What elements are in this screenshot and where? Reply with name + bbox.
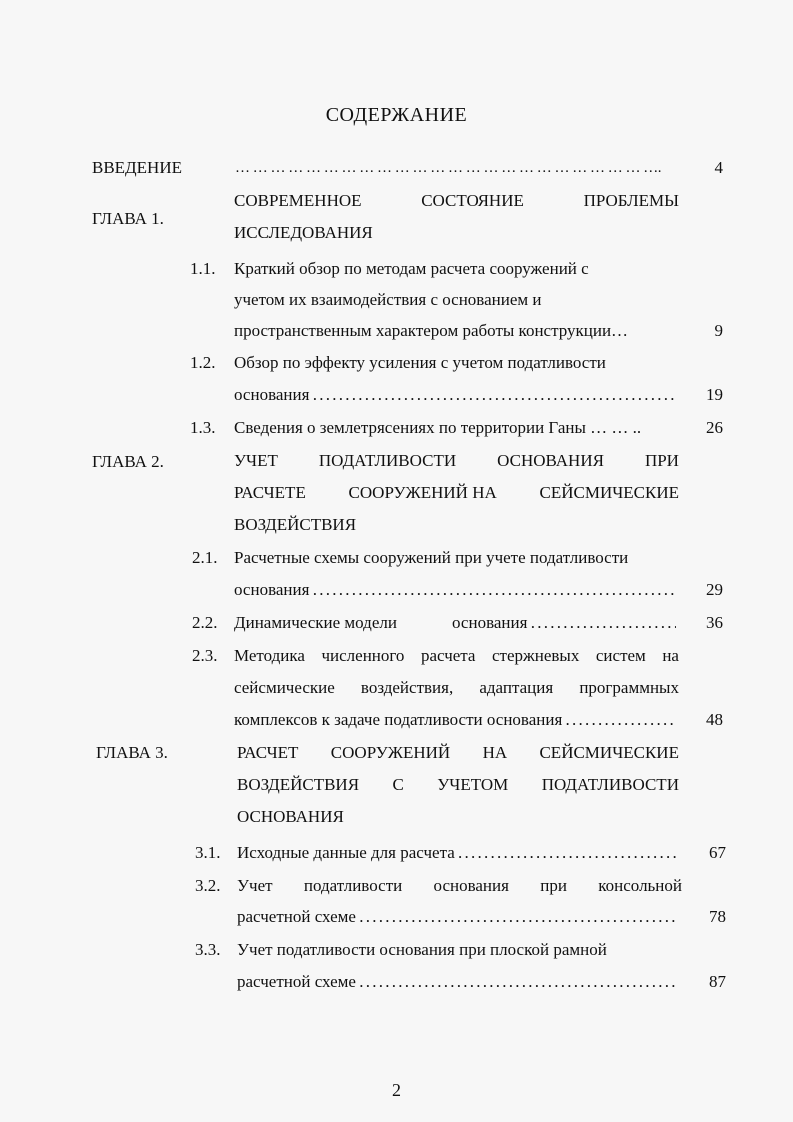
toc-ch3-word: С bbox=[392, 775, 404, 794]
toc-ch1-word: СОВРЕМЕННОЕ bbox=[234, 191, 362, 210]
toc-ch1-label: ГЛАВА 1. bbox=[92, 209, 164, 228]
toc-ch2-label: ГЛАВА 2. bbox=[92, 452, 164, 471]
toc-ch3-word: РАСЧЕТ bbox=[237, 743, 299, 762]
toc-ch3-word: ПОДАТЛИВОСТИ bbox=[541, 775, 679, 794]
toc-ch1-word: ПРОБЛЕМЫ bbox=[583, 191, 679, 210]
toc-ch3-title-line2 bbox=[237, 774, 679, 796]
toc-3-2-line2: расчетной схеме . . . bbox=[237, 906, 675, 928]
toc-2-3-word: адаптация bbox=[479, 678, 554, 697]
toc-3-3-page: 87 bbox=[709, 972, 726, 991]
toc-2-1-line2: основания . . . bbox=[234, 579, 676, 601]
toc-intro-leader: … … … … … … … … … … … … … … … … … … … … … … … …. bbox=[235, 160, 661, 176]
toc-2-3-word: воздействия, bbox=[360, 678, 454, 697]
toc-ch2-title-line3: ВОЗДЕЙСТВИЯ bbox=[234, 515, 357, 534]
toc-3-2-word: при bbox=[540, 876, 567, 895]
toc-ch3-word: СЕЙСМИЧЕСКИЕ bbox=[539, 743, 679, 762]
toc-ch3-word: НА bbox=[482, 743, 508, 762]
toc-3-2-word: податливости bbox=[303, 876, 403, 895]
toc-2-1-number: 2.1. bbox=[192, 548, 218, 567]
toc-3-2-word: основания bbox=[433, 876, 509, 895]
toc-ch2-word: ПОДАТЛИВОСТИ bbox=[318, 451, 457, 470]
toc-3-1-line1: Исходные данные для расчета . . . bbox=[237, 842, 679, 864]
toc-ch2-word: РАСЧЕТЕ bbox=[234, 483, 306, 502]
toc-ch2-word: ОСНОВАНИЯ bbox=[497, 451, 604, 470]
toc-ch3-word: УЧЕТОМ bbox=[437, 775, 509, 794]
toc-2-3-word: на bbox=[662, 646, 679, 665]
toc-2-1-line1: Расчетные схемы сооружений при учете податливости bbox=[234, 548, 629, 567]
toc-2-3-number: 2.3. bbox=[192, 646, 218, 665]
toc-2-1-page: 29 bbox=[706, 580, 723, 599]
toc-1-1-line1: Краткий обзор по методам расчета сооружений с bbox=[234, 259, 589, 278]
toc-2-3-word: Методика bbox=[234, 646, 305, 665]
page-number: 2 bbox=[392, 1080, 401, 1100]
toc-3-2-page: 78 bbox=[709, 907, 726, 926]
toc-intro-page: 4 bbox=[714, 158, 723, 177]
toc-1-3-page: 26 bbox=[706, 418, 723, 437]
toc-1-1-page: 9 bbox=[714, 321, 723, 340]
toc-1-1-line3: пространственным характером работы конструкции… bbox=[234, 321, 629, 340]
toc-1-3-number: 1.3. bbox=[190, 418, 216, 437]
toc-ch1-word: СОСТОЯНИЕ bbox=[421, 191, 524, 210]
toc-1-3-line1: Сведения о землетрясениях по территории Ганы … … .. bbox=[234, 418, 642, 437]
toc-ch2-word: ПРИ bbox=[644, 451, 679, 470]
toc-2-2-number: 2.2. bbox=[192, 613, 218, 632]
toc-2-2-line1b: основания . . . bbox=[452, 612, 676, 634]
toc-2-3-line3: комплексов к задаче податливости основания . . . bbox=[234, 709, 676, 731]
toc-ch2-word: СООРУЖЕНИЙ НА bbox=[348, 483, 497, 502]
toc-2-3-word: расчета bbox=[420, 646, 476, 665]
toc-2-3-word: систем bbox=[595, 646, 646, 665]
toc-ch3-word: ВОЗДЕЙСТВИЯ bbox=[237, 775, 360, 794]
toc-3-2-number: 3.2. bbox=[195, 876, 221, 895]
toc-2-2-line1a: Динамические модели bbox=[234, 613, 397, 632]
toc-3-3-line2: расчетной схеме . . . bbox=[237, 971, 675, 993]
toc-2-3-line2 bbox=[234, 677, 679, 699]
toc-3-2-word: консольной bbox=[598, 876, 682, 895]
toc-ch2-title-line1 bbox=[234, 450, 679, 472]
toc-1-2-number: 1.2. bbox=[190, 353, 216, 372]
toc-3-3-number: 3.3. bbox=[195, 940, 221, 959]
toc-1-2-page: 19 bbox=[706, 385, 723, 404]
toc-1-2-line2: основания . . . bbox=[234, 384, 676, 406]
toc-2-2-page: 36 bbox=[706, 613, 723, 632]
toc-1-1-number: 1.1. bbox=[190, 259, 216, 278]
toc-ch1-title-line1 bbox=[234, 190, 679, 212]
toc-3-1-page: 67 bbox=[709, 843, 726, 862]
toc-3-1-number: 3.1. bbox=[195, 843, 221, 862]
toc-ch3-label: ГЛАВА 3. bbox=[96, 743, 168, 762]
toc-2-3-page: 48 bbox=[706, 710, 723, 729]
toc-1-2-line1: Обзор по эффекту усиления с учетом податливости bbox=[234, 353, 606, 372]
page-title: СОДЕРЖАНИЕ bbox=[325, 104, 468, 126]
toc-ch2-word: СЕЙСМИЧЕСКИЕ bbox=[539, 483, 679, 502]
toc-ch3-title-line1 bbox=[237, 742, 679, 764]
toc-ch3-title-line3: ОСНОВАНИЯ bbox=[237, 807, 344, 826]
toc-ch3-word: СООРУЖЕНИЙ bbox=[330, 743, 451, 762]
toc-1-1-line2: учетом их взаимодействия с основанием и bbox=[234, 290, 542, 309]
toc-2-3-word: программных bbox=[579, 678, 679, 697]
toc-3-2-line1 bbox=[237, 875, 682, 897]
toc-2-3-line1 bbox=[234, 645, 679, 667]
toc-ch1-title-line2: ИССЛЕДОВАНИЯ bbox=[234, 223, 373, 242]
toc-3-3-line1: Учет податливости основания при плоской рамной bbox=[237, 940, 607, 959]
toc-intro-label: ВВЕДЕНИЕ bbox=[92, 158, 182, 177]
toc-3-2-word: Учет bbox=[237, 876, 273, 895]
toc-ch2-word: УЧЕТ bbox=[234, 451, 278, 470]
toc-ch2-title-line2 bbox=[234, 482, 679, 504]
toc-2-3-word: сейсмические bbox=[234, 678, 335, 697]
toc-2-3-word: стержневых bbox=[492, 646, 580, 665]
toc-2-3-word: численного bbox=[321, 646, 405, 665]
